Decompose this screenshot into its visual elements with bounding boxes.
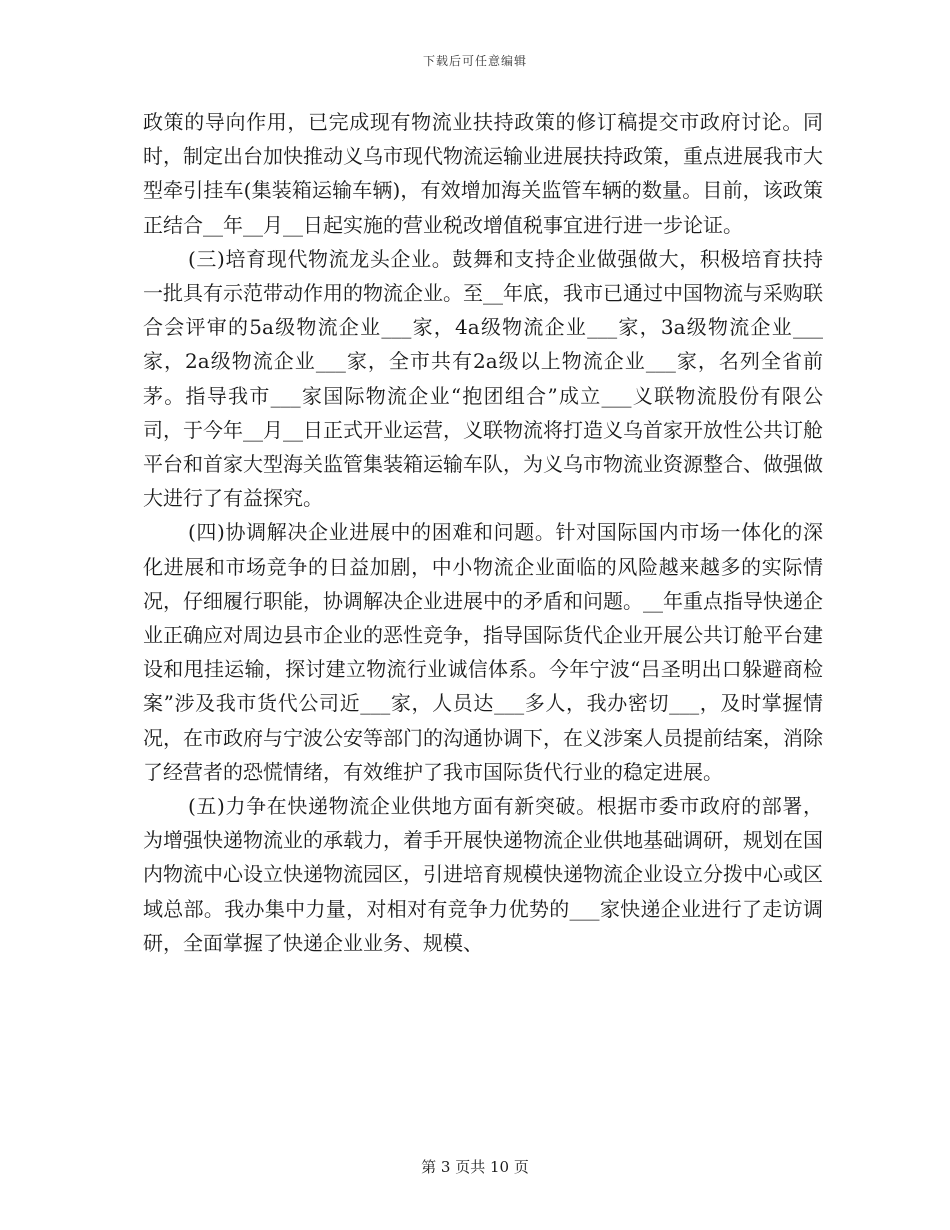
page-header: 下载后可任意编辑 xyxy=(422,54,527,68)
document-body xyxy=(143,105,823,960)
paragraph-section-4-coordination: (四)协调解决企业进展中的困难和问题。针对国际国内市场一体化的深化进展和市场竞争的日益加剧，中小物流企业面临的风险越来越多的实际情况，仔细履行职能，协调解决企业进展中的矛盾和问题。__年重点指导快递企业正确应对周边县市企业的恶性竞争，指导国际货代企业开展公共订舱平台建设和甩挂运输，探讨建立物流行业诚信体系。今年宁波“吕圣明出口躲避商检案”涉及我市货代公司近___家，人员达___多人，我办密切___，及时掌握情况，在市政府与宁波公安等部门的沟通协调下，在义涉案人员提前结案，消除了经营者的恐慌情绪，有效维护了我市国际货代行业的稳定进展。 xyxy=(143,520,823,784)
paragraph-section-3-leading-enterprises: (三)培育现代物流龙头企业。鼓舞和支持企业做强做大，积极培育扶持一批具有示范带动作用的物流企业。至__年底，我市已通过中国物流与采购联合会评审的5a级物流企业___家，4a级物流企业___家，3a级物流企业___家，2a级物流企业___家，全市共有2a级以上物流企业___家，名列全省前茅。指导我市___家国际物流企业“抱团组合”成立___义联物流股份有限公司，于今年__月__日正式开业运营，义联物流将打造义乌首家开放性公共订舱平台和首家大型海关监管集装箱运输车队，为义乌市物流业资源整合、做强做大进行了有益探究。 xyxy=(143,246,823,511)
page-number: 第 3 页共 10 页 xyxy=(421,1158,529,1176)
paragraph-section-5-land-supply: (五)力争在快递物流企业供地方面有新突破。根据市委市政府的部署，为增强快递物流业的承载力，着手开展快递物流企业供地基础调研，规划在国内物流中心设立快递物流园区，引进培育规模快递物流企业设立分拨中心或区域总部。我办集中力量，对相对有竞争力优势的___家快递企业进行了走访调研，全面掌握了快递企业业务、规模、 xyxy=(143,794,823,955)
paragraph-policy-guidance: 政策的导向作用，已完成现有物流业扶持政策的修订稿提交市政府讨论。同时，制定出台加快推动义乌市现代物流运输业进展扶持政策，重点进展我市大型牵引挂车(集装箱运输车辆)，有效增加海关监管车辆的数量。目前，该政策正结合__年__月__日起实施的营业税改增值税事宜进行进一步论证。 xyxy=(143,110,823,237)
